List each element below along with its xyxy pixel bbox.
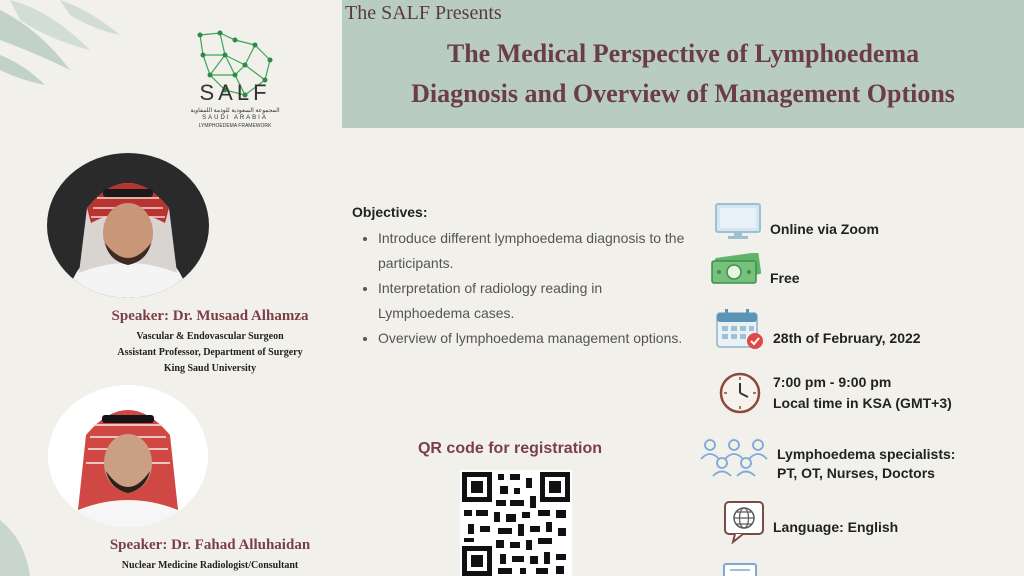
venue-text: Online via Zoom xyxy=(770,221,879,237)
objectives-title: Objectives: xyxy=(352,204,428,220)
language-text: Language: English xyxy=(773,519,899,535)
time-line2: Local time in KSA (GMT+3) xyxy=(773,395,952,411)
logo-arabic: المجموعة السعودية للوذمة اللمفاوية xyxy=(190,108,280,114)
audience-line1: Lymphoedema specialists: xyxy=(777,446,956,462)
leaf-decoration-top-left xyxy=(0,0,150,90)
speaker1-role3: King Saud University xyxy=(163,363,257,374)
speaker1-photo xyxy=(47,153,209,298)
monitor-icon xyxy=(715,203,761,239)
cost-text: Free xyxy=(770,270,800,286)
qr-title: QR code for registration xyxy=(417,440,603,457)
people-icon xyxy=(698,437,770,477)
logo-country: SAUDI ARABIA xyxy=(202,115,268,121)
money-icon xyxy=(710,253,762,287)
leaf-decoration-bottom-left xyxy=(0,510,50,576)
globe-icon xyxy=(723,500,765,544)
speaker2-name: Speaker: Dr. Fahad Alluhaidan xyxy=(109,537,311,553)
presents-text: The SALF Presents xyxy=(345,2,502,24)
logo-name: SALF xyxy=(199,80,271,105)
calendar-icon xyxy=(715,307,765,351)
speaker2-role1: Nuclear Medicine Radiologist/Consultant xyxy=(121,560,299,571)
speaker2-photo xyxy=(48,385,208,527)
speaker1-role1: Vascular & Endovascular Surgeon xyxy=(136,331,284,342)
clock-icon xyxy=(719,372,761,414)
speaker1-name: Speaker: Dr. Musaad Alhamza xyxy=(111,308,309,324)
logo-framework: LYMPHOEDEMA FRAMEWORK xyxy=(198,123,272,129)
audience-line2: PT, OT, Nurses, Doctors xyxy=(777,465,935,481)
event-title-line2: Diagnosis and Overview of Management Options xyxy=(411,79,955,108)
objectives-list xyxy=(358,226,698,351)
document-icon xyxy=(723,563,757,576)
objective-item: • Overview of lymphoedema management options. xyxy=(378,326,698,351)
event-title-line1: The Medical Perspective of Lymphoedema xyxy=(446,39,920,68)
objective-item: • Introduce different lymphoedema diagnosis to the participants. xyxy=(378,226,698,276)
registration-qr-code[interactable] xyxy=(460,470,572,576)
objective-item: • Interpretation of radiology reading in Lymphoedema cases. xyxy=(378,276,698,326)
speaker1-role2: Assistant Professor, Department of Surgery xyxy=(117,347,303,358)
time-line1: 7:00 pm - 9:00 pm xyxy=(773,374,892,390)
date-text: 28th of February, 2022 xyxy=(773,330,921,346)
